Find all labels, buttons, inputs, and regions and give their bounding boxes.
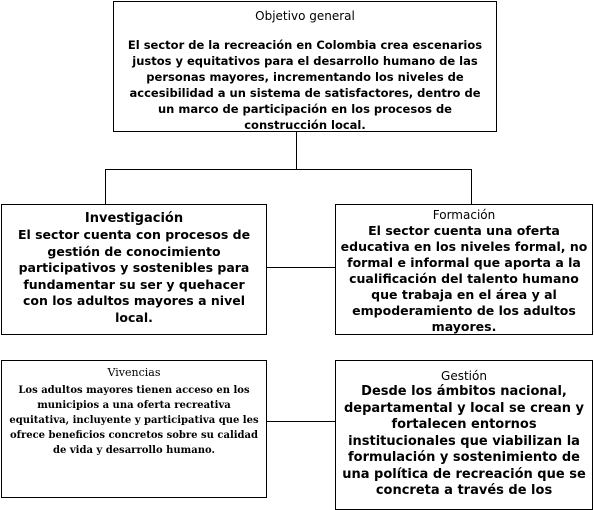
objetivo-general-title: Objetivo general — [255, 9, 355, 23]
connector-middle-row — [267, 267, 335, 268]
investigacion-box — [1, 204, 267, 335]
connector-root-down — [296, 132, 297, 170]
formacion-title: Formación — [432, 208, 496, 222]
gestion-text: Desde los ámbitos nacional, departamental y local se crean y fortalecen entornos institucionales que viabilizan la formulación y sostenimiento de una política de recreación que se concreta a través de los — [342, 384, 586, 498]
connector-right-down — [471, 169, 472, 204]
objetivo-general-text: El sector de la recreación en Colombia crea escenarios justos y equitativos para el desarrollo humano de las personas mayores, incrementando los niveles de accesibilidad a un sistema de satisfactores, dentro de un marco de participación en los procesos de construcción local. — [127, 38, 483, 132]
connector-bottom-row — [267, 421, 335, 422]
gestion-title: Gestión — [441, 369, 487, 383]
formacion-text: El sector cuenta una oferta educativa en los niveles formal, no formal e informal que aporta a la cualificación del talento humano que trabaja en el área y al empoderamiento de los adultos mayores. — [340, 223, 588, 334]
formacion-box — [335, 204, 593, 335]
vivencias-box — [1, 360, 267, 498]
connector-horizontal — [105, 169, 472, 170]
gestion-box — [335, 360, 593, 510]
vivencias-text: Los adultos mayores tienen acceso en los municipios a una oferta recreativa equitativa, incluyente y participativa que les ofrece beneficios concretos sobre su calidad de vida y desarrollo humano. — [9, 385, 259, 456]
investigacion-title: Investigación — [84, 211, 184, 226]
vivencias-title: Vivencias — [107, 366, 161, 379]
objetivo-general-box — [113, 1, 497, 132]
investigacion-text: El sector cuenta con procesos de gestión de conocimiento participativos y sostenibles para fundamentar su ser y quehacer con los adultos mayores a nivel local. — [17, 227, 251, 325]
connector-left-down — [105, 169, 106, 204]
